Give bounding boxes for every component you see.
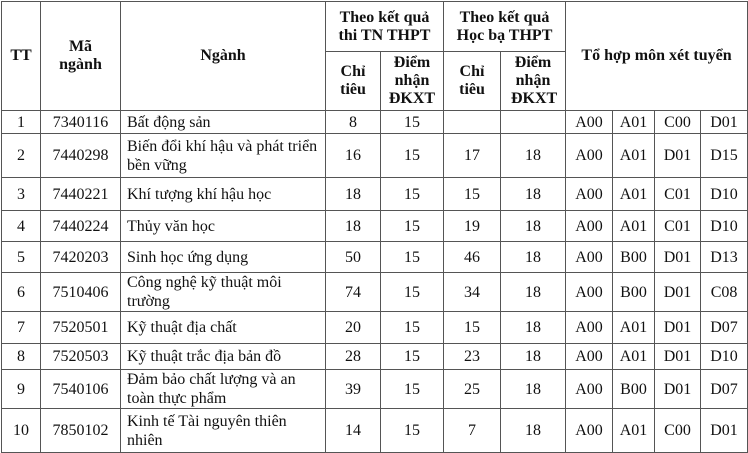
row-to-hop: D01	[701, 111, 748, 134]
row-tn-diem: 15	[381, 134, 444, 178]
row-to-hop: C08	[701, 273, 748, 312]
header-nganh: Ngành	[121, 2, 326, 111]
admission-table	[1, 1, 748, 453]
row-hb-chi-tieu: 25	[444, 370, 501, 409]
row-tt: 6	[2, 273, 41, 312]
row-ma-nganh: 7440221	[41, 178, 121, 211]
row-nganh: Kinh tế Tài nguyên thiên nhiên	[121, 409, 326, 453]
row-nganh: Kỹ thuật trắc địa bản đồ	[121, 344, 326, 370]
row-to-hop: C01	[655, 178, 701, 211]
row-to-hop: D01	[655, 312, 701, 344]
row-nganh: Bất động sản	[121, 111, 326, 134]
row-tn-chi-tieu: 18	[326, 178, 381, 211]
row-to-hop: A00	[566, 242, 613, 273]
header-hoc-ba: Theo kết quả Học bạ THPT	[444, 2, 566, 52]
row-nganh: Biến đổi khí hậu và phát triển bền vững	[121, 134, 326, 178]
row-tn-chi-tieu: 16	[326, 134, 381, 178]
row-tn-chi-tieu: 8	[326, 111, 381, 134]
table-row	[2, 134, 748, 178]
table-row	[2, 242, 748, 273]
row-hb-diem: 18	[501, 134, 566, 178]
table-row	[2, 312, 748, 344]
row-to-hop: D01	[655, 134, 701, 178]
row-hb-chi-tieu: 15	[444, 312, 501, 344]
row-nganh: Sinh học ứng dụng	[121, 242, 326, 273]
row-nganh: Kỹ thuật địa chất	[121, 312, 326, 344]
row-hb-chi-tieu: 7	[444, 409, 501, 453]
row-tt: 1	[2, 111, 41, 134]
row-tn-chi-tieu: 18	[326, 211, 381, 242]
row-nganh: Khí tượng khí hậu học	[121, 178, 326, 211]
row-hb-chi-tieu	[444, 111, 501, 134]
header-to-hop: Tổ hợp môn xét tuyển	[566, 2, 748, 111]
row-hb-diem: 18	[501, 312, 566, 344]
row-to-hop: B00	[613, 242, 655, 273]
row-tt: 8	[2, 344, 41, 370]
row-ma-nganh: 7440224	[41, 211, 121, 242]
row-to-hop: A00	[566, 312, 613, 344]
row-tt: 9	[2, 370, 41, 409]
table-row	[2, 370, 748, 409]
row-to-hop: A00	[566, 370, 613, 409]
row-to-hop: D07	[701, 312, 748, 344]
row-to-hop: A00	[566, 409, 613, 453]
row-to-hop: A01	[613, 409, 655, 453]
row-hb-diem: 18	[501, 344, 566, 370]
row-to-hop: C00	[655, 409, 701, 453]
row-tn-diem: 15	[381, 111, 444, 134]
row-to-hop: B00	[613, 370, 655, 409]
row-hb-diem: 18	[501, 211, 566, 242]
row-to-hop: A01	[613, 178, 655, 211]
row-tn-diem: 15	[381, 409, 444, 453]
header-hb-chi-tieu: Chỉ tiêu	[444, 52, 501, 111]
row-tt: 7	[2, 312, 41, 344]
row-hb-chi-tieu: 17	[444, 134, 501, 178]
row-hb-diem: 18	[501, 178, 566, 211]
row-tn-chi-tieu: 28	[326, 344, 381, 370]
row-to-hop: D07	[701, 370, 748, 409]
header-hb-diem: Điểm nhận ĐKXT	[501, 52, 566, 111]
table-row	[2, 344, 748, 370]
row-to-hop: A01	[613, 111, 655, 134]
row-to-hop: A00	[566, 134, 613, 178]
row-to-hop: A00	[566, 273, 613, 312]
row-to-hop: D10	[701, 178, 748, 211]
row-to-hop: A01	[613, 211, 655, 242]
row-tt: 5	[2, 242, 41, 273]
row-to-hop: A00	[566, 111, 613, 134]
table-row	[2, 178, 748, 211]
row-hb-chi-tieu: 34	[444, 273, 501, 312]
row-tt: 4	[2, 211, 41, 242]
row-tn-diem: 15	[381, 178, 444, 211]
row-to-hop: C00	[655, 111, 701, 134]
row-tn-chi-tieu: 14	[326, 409, 381, 453]
row-to-hop: D13	[701, 242, 748, 273]
row-tn-diem: 15	[381, 242, 444, 273]
row-ma-nganh: 7440298	[41, 134, 121, 178]
row-ma-nganh: 7510406	[41, 273, 121, 312]
header-tn-chi-tieu: Chỉ tiêu	[326, 52, 381, 111]
row-hb-diem: 18	[501, 242, 566, 273]
table-row	[2, 409, 748, 453]
row-ma-nganh: 7420203	[41, 242, 121, 273]
row-tn-chi-tieu: 74	[326, 273, 381, 312]
row-ma-nganh: 7520503	[41, 344, 121, 370]
row-tn-diem: 15	[381, 273, 444, 312]
row-to-hop: A01	[613, 344, 655, 370]
row-hb-chi-tieu: 46	[444, 242, 501, 273]
row-to-hop: A00	[566, 344, 613, 370]
row-ma-nganh: 7850102	[41, 409, 121, 453]
row-tt: 3	[2, 178, 41, 211]
row-to-hop: D01	[655, 242, 701, 273]
row-to-hop: A01	[613, 134, 655, 178]
row-tn-diem: 15	[381, 344, 444, 370]
row-to-hop: C01	[655, 211, 701, 242]
row-to-hop: D10	[701, 211, 748, 242]
row-nganh: Đảm bảo chất lượng và an toàn thực phẩm	[121, 370, 326, 409]
row-to-hop: D10	[701, 344, 748, 370]
header-ma-nganh: Mã ngành	[41, 2, 121, 111]
row-hb-chi-tieu: 15	[444, 178, 501, 211]
row-ma-nganh: 7520501	[41, 312, 121, 344]
row-nganh: Công nghệ kỹ thuật môi trường	[121, 273, 326, 312]
row-tt: 10	[2, 409, 41, 453]
row-to-hop: D01	[655, 344, 701, 370]
row-tn-chi-tieu: 50	[326, 242, 381, 273]
row-ma-nganh: 7340116	[41, 111, 121, 134]
table-row	[2, 273, 748, 312]
row-to-hop: A01	[613, 312, 655, 344]
row-to-hop: D01	[655, 370, 701, 409]
row-hb-diem: 18	[501, 273, 566, 312]
row-tn-diem: 15	[381, 211, 444, 242]
row-hb-chi-tieu: 19	[444, 211, 501, 242]
row-to-hop: A00	[566, 178, 613, 211]
header-tt: TT	[2, 2, 41, 111]
header-thi-tn: Theo kết quả thi TN THPT	[326, 2, 444, 52]
row-to-hop: B00	[613, 273, 655, 312]
row-hb-diem	[501, 111, 566, 134]
row-tn-chi-tieu: 39	[326, 370, 381, 409]
row-hb-diem: 18	[501, 409, 566, 453]
row-hb-chi-tieu: 23	[444, 344, 501, 370]
row-nganh: Thủy văn học	[121, 211, 326, 242]
row-hb-diem: 18	[501, 370, 566, 409]
row-to-hop: A00	[566, 211, 613, 242]
row-tn-diem: 15	[381, 312, 444, 344]
row-tn-diem: 15	[381, 370, 444, 409]
row-tt: 2	[2, 134, 41, 178]
row-ma-nganh: 7540106	[41, 370, 121, 409]
row-to-hop: D01	[701, 409, 748, 453]
row-to-hop: D15	[701, 134, 748, 178]
table-row	[2, 111, 748, 134]
row-to-hop: D01	[655, 273, 701, 312]
table-row	[2, 211, 748, 242]
header-tn-diem: Điểm nhận ĐKXT	[381, 52, 444, 111]
row-tn-chi-tieu: 20	[326, 312, 381, 344]
